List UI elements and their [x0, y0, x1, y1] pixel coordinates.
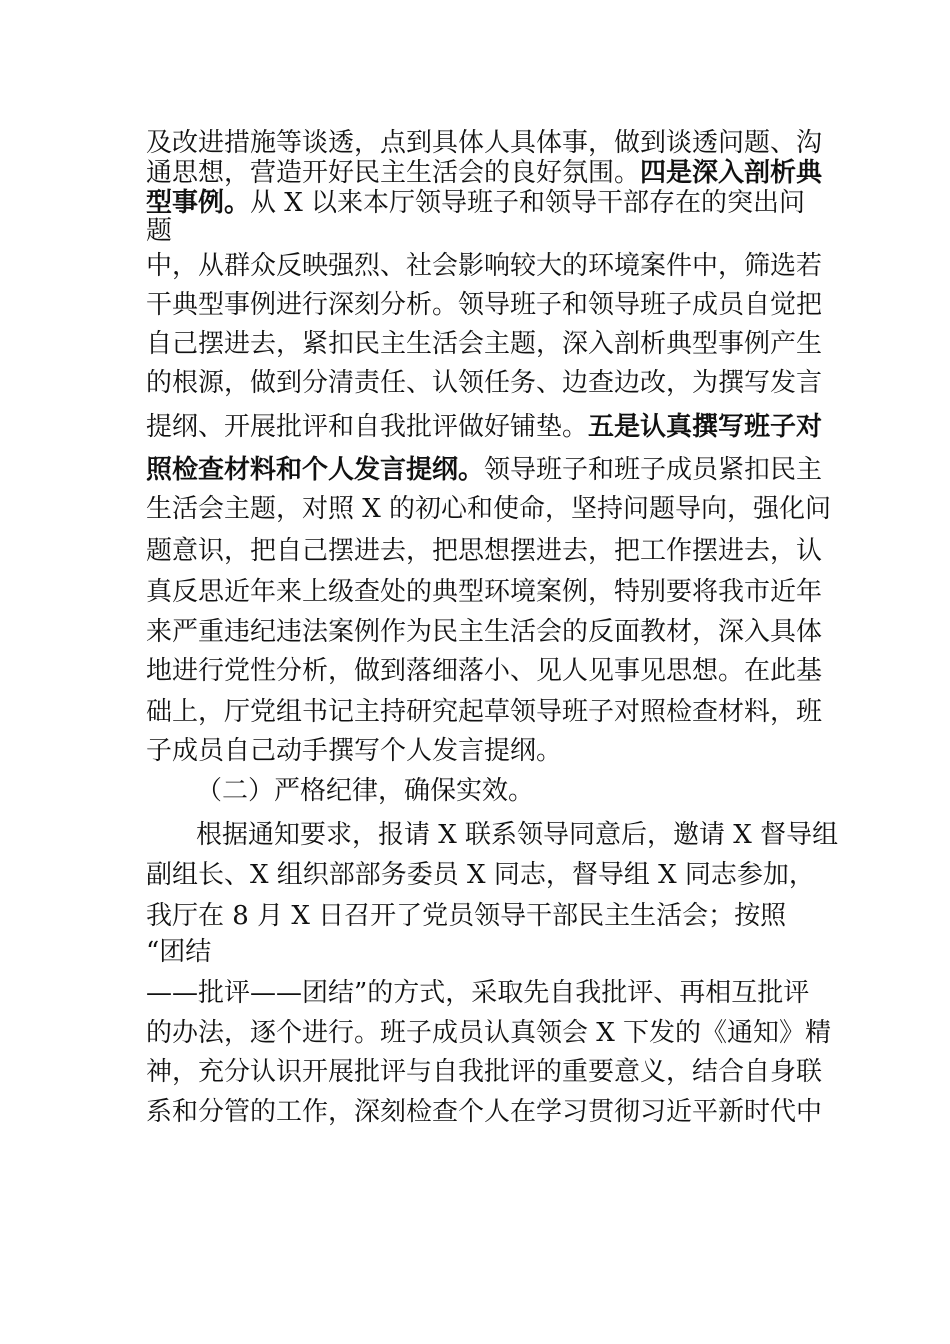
text-line: 真反思近年来上级查处的典型环境案例，特别要将我市近年 — [146, 577, 823, 607]
text-line: 生活会主题，对照 X 的初心和使命，坚持问题导向，强化问 — [146, 494, 832, 524]
text-line — [146, 188, 805, 218]
text-line — [146, 412, 822, 442]
text-line: 中，从群众反映强烈、社会影响较大的环境案件中，筛选若 — [146, 251, 823, 281]
text-line: ——批评——团结”的方式，采取先自我批评、再相互批评 — [146, 978, 810, 1008]
text-run: 从 X 以来本厅领导班子和领导干部存在的突出问 — [250, 188, 806, 218]
text-run: 领导班子和班子成员紧扣民主 — [484, 455, 823, 485]
text-line: “团结 — [146, 937, 212, 967]
text-line — [146, 455, 822, 485]
text-line: 神，充分认识开展批评与自我批评的重要意义，结合自身联 — [146, 1057, 823, 1087]
text-line: 自己摆进去，紧扣民主生活会主题，深入剖析典型事例产生 — [146, 329, 823, 359]
text-line: 的根源，做到分清责任、认领任务、边查边改，为撰写发言 — [146, 368, 823, 398]
text-line: 础上，厅党组书记主持研究起草领导班子对照检查材料，班 — [146, 697, 823, 727]
bold-heading-run: 照检查材料和个人发言提纲。 — [146, 455, 485, 485]
bold-heading-run: 型事例。 — [146, 188, 251, 218]
text-run: 通思想，营造开好民主生活会的良好氛围。 — [146, 158, 641, 188]
text-line: 我厅在 8 月 X 日召开了党员领导干部民主生活会；按照 — [146, 901, 787, 931]
section-heading: （二）严格纪律，确保实效。 — [196, 776, 535, 806]
text-line: 及改进措施等谈透，点到具体人具体事，做到谈透问题、沟 — [146, 128, 823, 158]
text-line: 副组长、X 组织部部务委员 X 同志，督导组 X 同志参加， — [146, 860, 815, 890]
text-line: 地进行党性分析，做到落细落小、见人见事见思想。在此基 — [146, 656, 823, 686]
text-line: 来严重违纪违法案例作为民主生活会的反面教材，深入具体 — [146, 617, 823, 647]
text-line: 题 — [146, 216, 173, 246]
text-line: 根据通知要求，报请 X 联系领导同意后，邀请 X 督导组 — [196, 820, 839, 850]
text-line: 干典型事例进行深刻分析。领导班子和领导班子成员自觉把 — [146, 290, 823, 320]
bold-heading-run: 四是深入剖析典 — [640, 158, 823, 188]
text-run: 提纲、开展批评和自我批评做好铺垫。 — [146, 412, 589, 442]
text-line: 题意识，把自己摆进去，把思想摆进去，把工作摆进去，认 — [146, 536, 823, 566]
text-line — [146, 158, 822, 188]
bold-heading-run: 五是认真撰写班子对 — [588, 412, 823, 442]
text-line: 系和分管的工作，深刻检查个人在学习贯彻习近平新时代中 — [146, 1097, 823, 1127]
text-line: 的办法，逐个进行。班子成员认真领会 X 下发的《通知》精 — [146, 1018, 832, 1048]
text-line: 子成员自己动手撰写个人发言提纲。 — [146, 736, 563, 766]
